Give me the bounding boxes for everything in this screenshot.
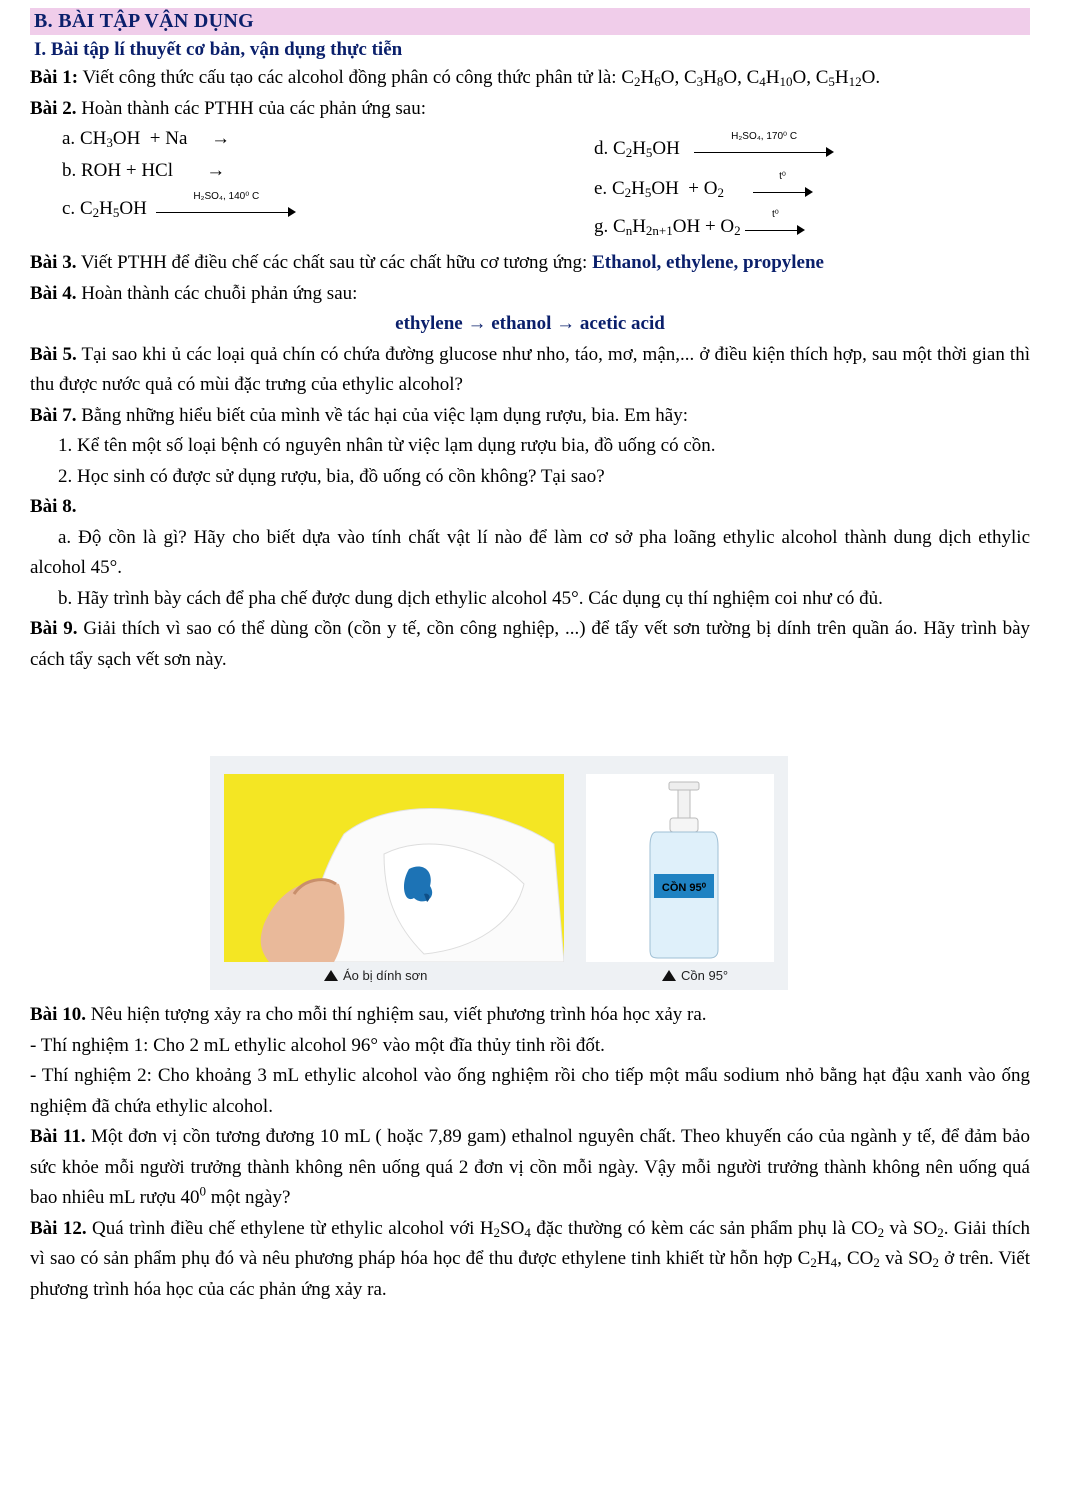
bai8: Bài 8. [30,496,77,517]
reactions-block [34,124,1030,248]
bottle-label: CỒN 95⁰ [661,882,707,894]
reaction-b: b. ROH + HCl → [62,160,226,181]
bottle-illustration [586,774,774,962]
arrow-heat-g: t⁰ [745,218,805,238]
alcohol-bottle-image [586,774,774,962]
reaction-a: a. $CH_3OH + Na$ → [62,128,231,150]
reaction-c: c. $C_2H_5OH$ H₂SO₄, 140⁰ C [62,198,296,220]
document-page [30,8,1030,675]
bai8-b: b. Hãy trình bày cách để pha chế được dung dịch ethylic alcohol 45°. Các dụng cụ thí nghiệm coi như có đủ. [58,587,883,609]
figure-paint-and-alcohol [210,756,788,990]
bai12: Bài 12. Quá trình điều chế ethylene từ ethylic alcohol với $H_2SO_4$ đặc thường có kèm các sản phẩm phụ là $CO_2$ và $SO_2$. Giải thích vì sao có sản phẩm phụ đó và nêu phương pháp hóa học để thu được ethylene tinh khiết từ hỗn hợp $C_2H_4$, $CO_2$ và $SO_2$ ở trên. Viết phương trình hóa học của các phản ứng xảy ra. [30,1217,1030,1300]
bai2: Bài 2. Hoàn thành các PTHH của các phản ứng sau: [30,97,426,119]
reaction-e: e. $C_2H_5OH + O_2$ t⁰ [594,178,813,200]
bai10: Bài 10. Nêu hiện tượng xảy ra cho mỗi thí nghiệm sau, viết phương trình hóa học xảy ra. [30,1004,707,1025]
bai9: Bài 9. Giải thích vì sao có thể dùng cồn (cồn y tế, cồn công nghiệp, ...) để tẩy vết sơn tường bị dính trên quần áo. Hãy trình bày cách tẩy sạch vết sơn này. [30,618,1031,670]
bai10-tn2: - Thí nghiệm 2: Cho khoảng 3 mL ethylic alcohol vào ống nghiệm rồi cho tiếp một mẩu sodium nhỏ bằng hạt đậu xanh vào ống nghiệm đã chứa ethylic alcohol. [30,1065,1030,1117]
bai5: Bài 5. Tại sao khi ủ các loại quả chín có chứa đường glucose như nho, táo, mơ, mận,... ở điều kiện thích hợp, sau một thời gian thì thu được nước quả có mùi đặc trưng của ethylic alcohol? [30,343,1030,395]
bai4-chain: ethylene → ethanol → acetic acid [395,313,665,334]
bai1: Bài 1: Viết công thức cấu tạo các alcohol đồng phân có công thức phân tử là: $C_2H_6O$, $C_3H_8O$, $C_4H_{10}O$, $C_5H_{12}O$. [30,67,881,89]
triangle-icon [324,970,338,981]
bai7-q1: 1. Kể tên một số loại bệnh có nguyên nhân từ việc lạm dụng rượu bia, đồ uống có cồn. [58,435,716,456]
reaction-d: d. $C_2H_5OH$ H₂SO₄, 170⁰ C [594,138,834,160]
bai7: Bài 7. Bằng những hiểu biết của mình về tác hại của việc lạm dụng rượu, bia. Em hãy: [30,404,689,426]
shirt-illustration [224,774,564,962]
caption-alcohol-95: Cồn 95° [662,968,728,983]
bai11: Bài 11. Một đơn vị cồn tương đương 10 mL ( hoặc 7,89 gam) ethalnol nguyên chất. Theo khuyến cáo của ngành y tế, để đảm bảo sức khỏe mỗi người trưởng thành không nên uống quá 2 đơn vị cồn mỗi ngày. Vậy mỗi người trưởng thành không nên uống quá bao nhiêu mL rượu $40^0$ một ngày? [30,1126,1030,1208]
stained-shirt-image [224,774,564,962]
bai8-a: a. Độ cồn là gì? Hãy cho biết dựa vào tính chất vật lí nào để làm cơ sở pha loãng ethylic alcohol thành dung dịch ethylic alcohol 45°. [30,526,1030,578]
bai7-q2: 2. Học sinh có được sử dụng rượu, bia, đồ uống có cồn không? Tại sao? [58,465,605,487]
reaction-g: g. $C_nH_{2n+1}OH + O_2$ t⁰ [594,216,805,238]
bai4: Bài 4. Hoàn thành các chuỗi phản ứng sau: [30,282,358,304]
subsection-title: I. Bài tập lí thuyết cơ bản, vận dụng thực tiễn [34,39,403,60]
bai10-tn1: - Thí nghiệm 1: Cho 2 mL ethylic alcohol 96° vào một đĩa thủy tinh rồi đốt. [30,1034,605,1056]
arrow-140: H₂SO₄, 140⁰ C [156,200,296,220]
caption-stained-shirt: Áo bị dính sơn [324,968,427,983]
document-page-continued [30,1000,1030,1305]
arrow-170: H₂SO₄, 170⁰ C [694,140,834,160]
section-title: B. BÀI TẬP VẬN DỤNG [30,8,1030,35]
bai3: Bài 3. Viết PTHH để điều chế các chất sau từ các chất hữu cơ tương ứng: Ethanol, ethylene, propylene [30,252,824,273]
triangle-icon [662,970,676,981]
arrow-heat-e: t⁰ [753,180,813,200]
